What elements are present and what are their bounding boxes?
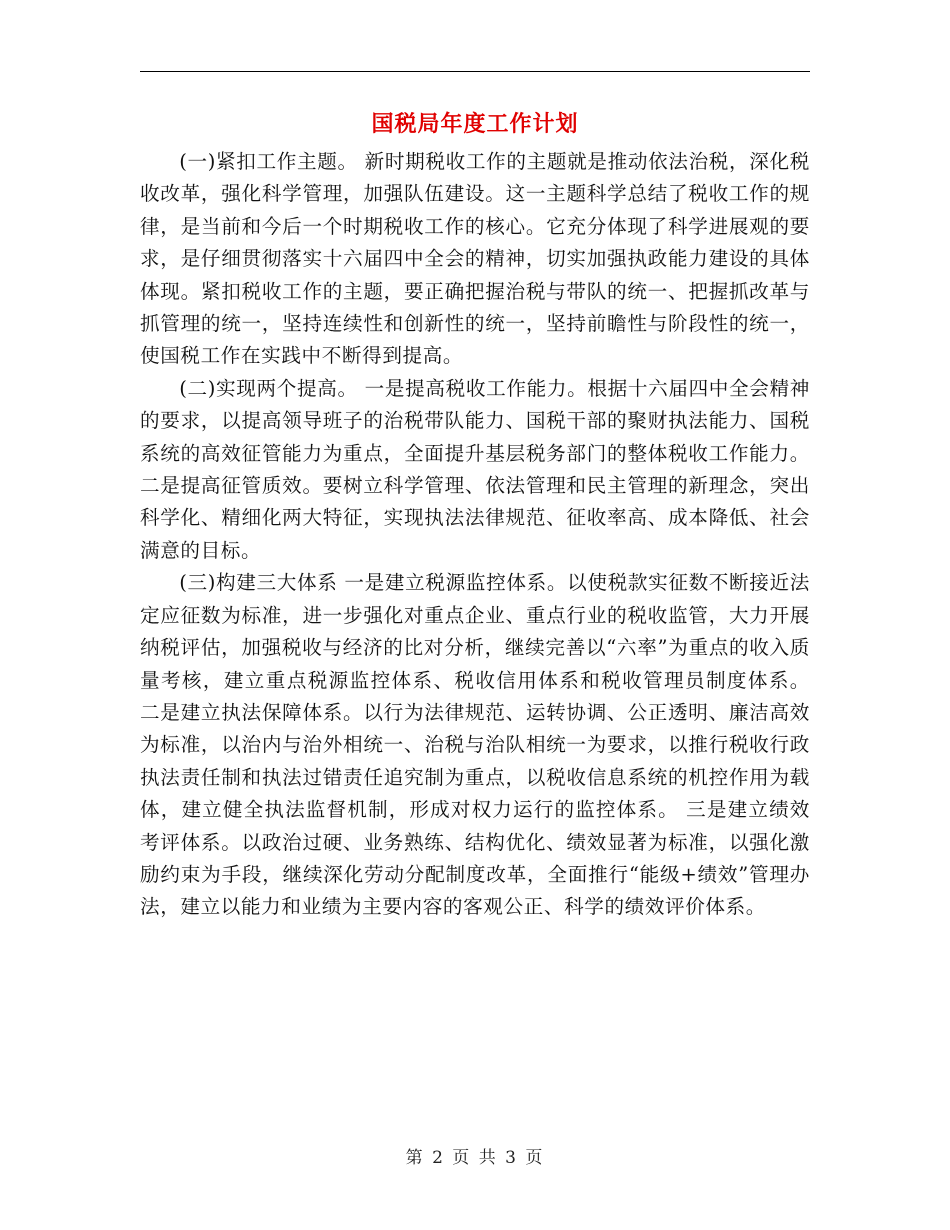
header-rule xyxy=(140,71,810,72)
paragraph-3: (三)构建三大体系 一是建立税源监控体系。以使税款实征数不断接近法定应征数为标准，进一步强化对重点企业、重点行业的税收监管，大力开展纳税评估，加强税收与经济的比对分析，继续完善以“六率”为重点的收入质量考核，建立重点税源监控体系、税收信用体系和税收管理员制度体系。 二是建立执法保障体系。以行为法律规范、运转协调、公正透明、廉洁高效为标准，以治内与治外相统一、治税与治队相统一为要求，以推行税收行政执法责任制和执法过错责任追究制为重点，以税收信息系统的机控作用为载体，建立健全执法监督机制，形成对权力运行的监控体系。 三是建立绩效考评体系。以政治过硬、业务熟练、结构优化、绩效显著为标准，以强化激励约束为手段，继续深化劳动分配制度改革，全面推行“能级+绩效”管理办法，建立以能力和业绩为主要内容的客观公正、科学的绩效评价体系。 xyxy=(140,571,810,919)
document-title: 国税局年度工作计划 xyxy=(371,112,579,137)
document-body xyxy=(140,146,810,924)
paragraph-1: (一)紧扣工作主题。 新时期税收工作的主题就是推动依法治税，深化税收改革，强化科学管理，加强队伍建设。这一主题科学总结了税收工作的规律，是当前和今后一个时期税收工作的核心。它充分体现了科学进展观的要求，是仔细贯彻落实十六届四中全会的精神，切实加强执政能力建设的具体体现。紧扣税收工作的主题，要正确把握治税与带队的统一、把握抓改革与抓管理的统一，坚持连续性和创新性的统一，坚持前瞻性与阶段性的统一，使国税工作在实践中不断得到提高。 xyxy=(140,150,810,368)
paragraph-2: (二)实现两个提高。 一是提高税收工作能力。根据十六届四中全会精神的要求，以提高领导班子的治税带队能力、国税干部的聚财执法能力、国税系统的高效征管能力为重点，全面提升基层税务部门的整体税收工作能力。 二是提高征管质效。要树立科学管理、依法管理和民主管理的新理念，突出科学化、精细化两大特征，实现执法法律规范、征收率高、成本降低、社会满意的目标。 xyxy=(140,376,810,562)
page-number-footer: 第 2 页 共 3 页 xyxy=(405,1148,545,1168)
